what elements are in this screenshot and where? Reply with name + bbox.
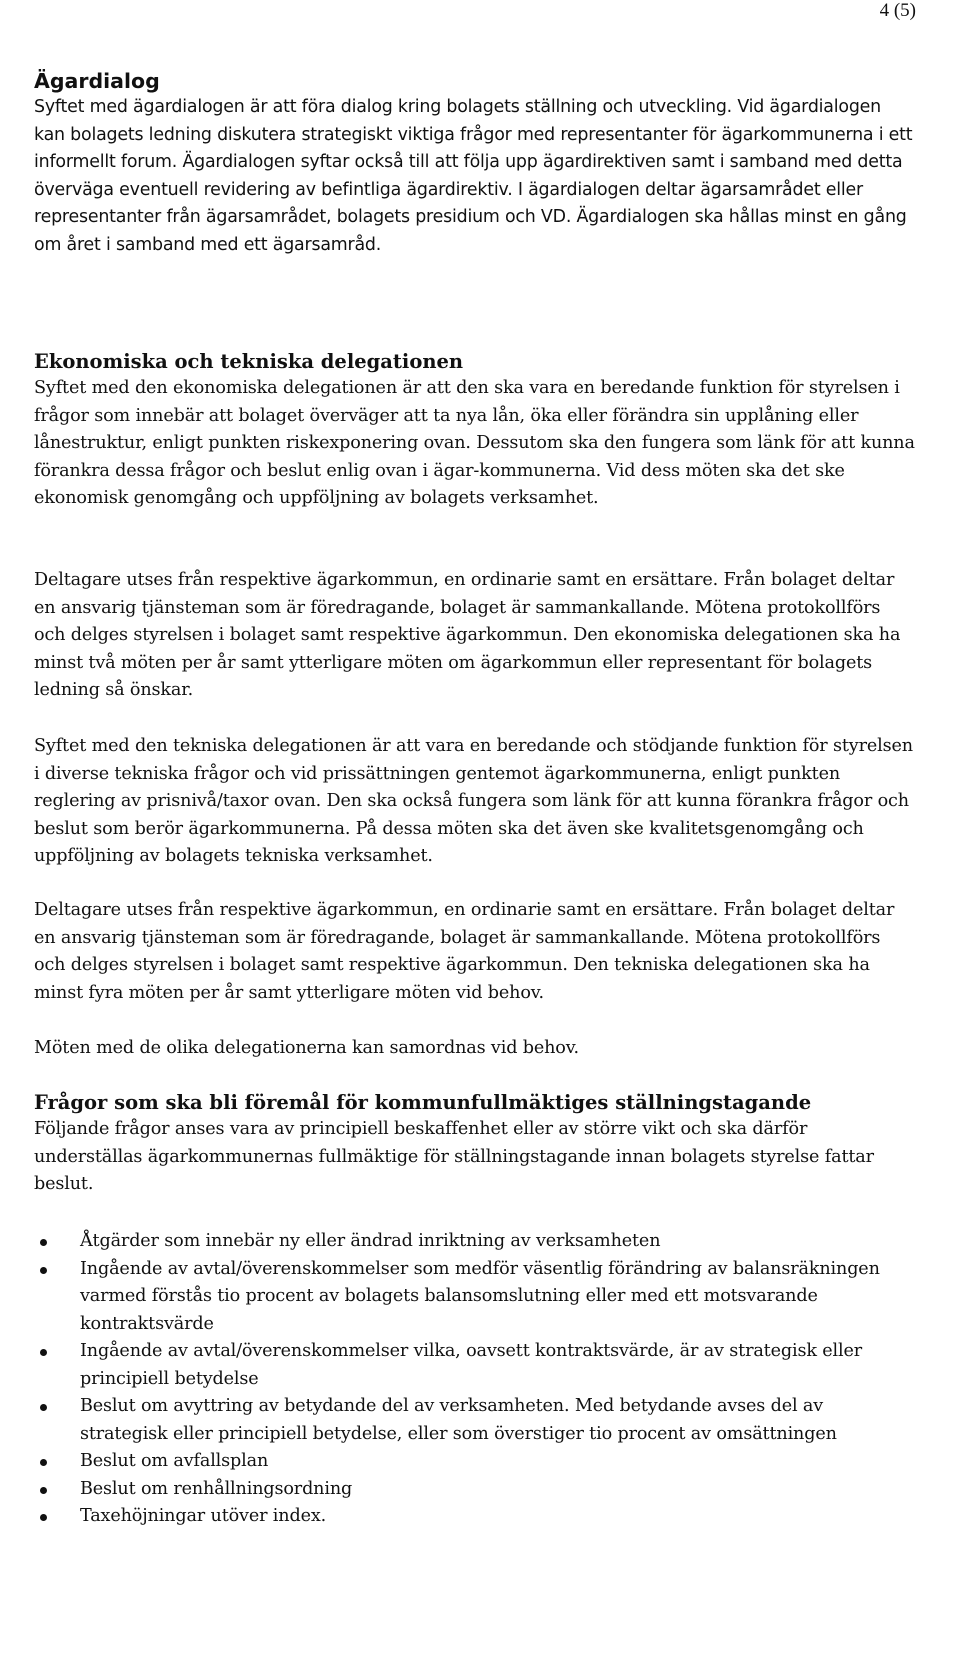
paragraph-ekonomiska-syfte: Syftet med den ekonomiska delegationen är att den ska vara en beredande funktion för styrelsen i frågor som innebär att bolaget överväger att ta nya lån, öka eller förändra sin upplåning eller lånestruktur, enligt punkten riskexponering ovan. Dessutom ska den fungera som länk för att kunna förankra dessa frågor och beslut enlig ovan i ägar-kommunerna. Vid dess möten ska det ske ekonomisk genomgång och uppföljning av bolagets verksamhet. (34, 378, 915, 508)
heading-delegationer: Ekonomiska och tekniska delegationen (34, 350, 464, 373)
bullet-list (34, 1228, 916, 1531)
bullet-icon (40, 1404, 47, 1411)
list-item-text: Beslut om renhållningsordning (80, 1478, 353, 1499)
list-item (34, 1228, 916, 1256)
list-item-text: Beslut om avyttring av betydande del av verksamheten. Med betydande avses del av strategisk eller principiell betydelse, eller som överstiger tio procent av omsättningen (80, 1396, 837, 1444)
heading-agardialog: Ägardialog (34, 69, 160, 93)
section-tekniska-deltagare (34, 897, 916, 1007)
section-delegationer (34, 349, 916, 513)
list-item (34, 1476, 916, 1504)
bullet-icon (40, 1487, 47, 1494)
section-samordning (34, 1035, 916, 1063)
paragraph-ekonomiska-deltagare: Deltagare utses från respektive ägarkommun, en ordinarie samt en ersättare. Från bolaget deltar en ansvarig tjänsteman som är föredragande, bolaget är sammankallande. Mötena protokollförs och delges styrelsen i bolaget samt respektive ägarkommun. Den ekonomiska delegationen ska ha minst två möten per år samt ytterligare möten om ägarkommun eller representant för bolagets ledning så önskar. (34, 570, 901, 700)
list-item (34, 1393, 916, 1448)
paragraph-tekniska-syfte: Syftet med den tekniska delegationen är att vara en beredande och stödjande funktion för styrelsen i diverse tekniska frågor och vid prissättningen gentemot ägarkommunerna, enligt punkten reglering av prisnivå/taxor ovan. Den ska också fungera som länk för att kunna förankra frågor och beslut som berör ägarkommunerna. På dessa möten ska det även ske kvalitetsgenomgång och uppföljning av bolagets tekniska verksamhet. (34, 736, 913, 866)
heading-fragor: Frågor som ska bli föremål för kommunfullmäktiges ställningstagande (34, 1091, 812, 1114)
list-item-text: Beslut om avfallsplan (80, 1451, 269, 1471)
list-item (34, 1256, 916, 1339)
list-item-text: Åtgärder som innebär ny eller ändrad inriktning av verksamheten (80, 1231, 661, 1251)
paragraph-samordning: Möten med de olika delegationerna kan samordnas vid behov. (34, 1038, 579, 1058)
section-tekniska-syfte (34, 733, 916, 871)
list-item-text: Ingående av avtal/överenskommelser vilka, oavsett kontraktsvärde, är av strategisk eller principiell betydelse (80, 1341, 863, 1389)
paragraph-fragor-intro: Följande frågor anses vara av principiell beskaffenhet eller av större vikt och ska därför underställas ägarkommunernas fullmäktige för ställningstagande innan bolagets styrelse fattar beslut. (34, 1119, 874, 1194)
list-item (34, 1448, 916, 1476)
list-item-text: Taxehöjningar utöver index. (80, 1506, 327, 1526)
section-fragor-list (34, 1228, 916, 1531)
paragraph-tekniska-deltagare: Deltagare utses från respektive ägarkommun, en ordinarie samt en ersättare. Från bolaget deltar en ansvarig tjänsteman som är föredragande, bolaget är sammankallande. Mötena protokollförs och delges styrelsen i bolaget samt respektive ägarkommun. Den tekniska delegationen ska ha minst fyra möten per år samt ytterligare möten vid behov. (34, 900, 895, 1003)
section-fragor (34, 1090, 916, 1199)
list-item (34, 1503, 916, 1531)
bullet-icon (40, 1514, 47, 1521)
bullet-icon (40, 1349, 47, 1356)
bullet-icon (40, 1459, 47, 1466)
section-agardialog (34, 68, 916, 259)
list-item-text: Ingående av avtal/överenskommelser som medför väsentlig förändring av balansräkningen varmed förstås tio procent av bolagets balansomslutning eller med ett motsvarande kontraktsvärde (80, 1258, 880, 1334)
page-number: 4 (5) (879, 0, 916, 21)
bullet-icon (40, 1267, 47, 1274)
bullet-icon (40, 1239, 47, 1246)
section-ekonomiska-deltagare (34, 567, 916, 705)
paragraph-agardialog: Syftet med ägardialogen är att föra dialog kring bolagets ställning och utveckling. Vid ägardialogen kan bolagets ledning diskutera strategiskt viktiga frågor med representanter för ägarkommunerna i ett informellt forum. Ägardialogen syftar också till att följa upp ägardirektiven samt i samband med detta överväga eventuell revidering av befintliga ägardirektiv. I ägardialogen deltar ägarsamrådet eller representanter från ägarsamrådet, bolagets presidium och VD. Ägardialogen ska hållas minst en gång om året i samband med ett ägarsamråd. (34, 97, 913, 255)
list-item (34, 1338, 916, 1393)
